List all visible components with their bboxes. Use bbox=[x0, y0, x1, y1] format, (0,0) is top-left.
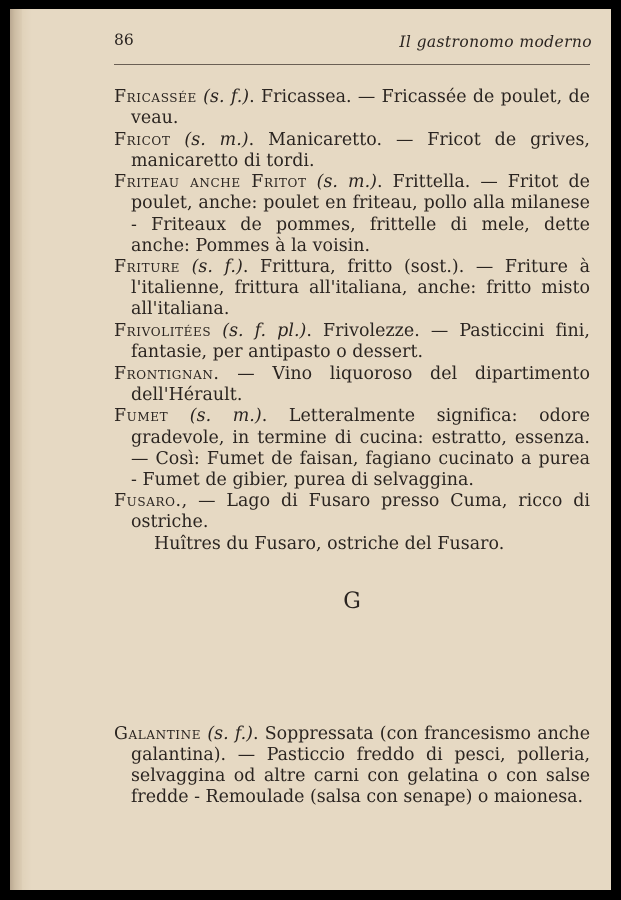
entry-frontignan bbox=[114, 364, 590, 406]
entry-fumet bbox=[114, 406, 590, 490]
headword: Fricot bbox=[114, 129, 171, 150]
entry-frivolitees bbox=[114, 321, 590, 363]
entry-continuation: Huîtres du Fusaro, ostriche del Fusaro. bbox=[154, 534, 505, 555]
definition: — Vino liquoroso del dipartimento dell'Hérault. bbox=[131, 363, 590, 405]
headword: Fumet bbox=[114, 406, 169, 427]
header-rule bbox=[114, 64, 590, 65]
grammar-note: (s. m.) bbox=[184, 129, 249, 150]
headword: Frontignan. bbox=[114, 363, 220, 384]
definition: . Frittella. — Fritot de poulet, anche: poulet en friteau, pollo alla milanese - Friteaux de pommes, frittelle di mele, dette anche: Pommes à la voisin. bbox=[131, 172, 591, 256]
entry-fricassee bbox=[114, 87, 590, 129]
definition: . Manicaretto. — Fricot de grives, manicaretto di tordi. bbox=[131, 129, 591, 171]
grammar-note: (s. f.) bbox=[191, 257, 243, 278]
running-title: Il gastronomo moderno bbox=[399, 33, 592, 51]
headword: Fusaro. bbox=[114, 491, 182, 512]
entry-friture bbox=[114, 257, 590, 320]
definition: , — Lago di Fusaro presso Cuma, ricco di ostriche. bbox=[131, 491, 590, 533]
headword: Friture bbox=[114, 257, 180, 278]
definition: . Fricassea. — Fricassée de poulet, de veau. bbox=[131, 87, 590, 129]
page-spine bbox=[10, 9, 22, 890]
grammar-note: (s. m.) bbox=[189, 406, 262, 427]
definition: . Letteralmente significa: odore gradevole, in termine di cucina: estratto, essenza. — Così: Fumet de faisan, fagiano cucinato a purea - Fumet de gibier, purea di selvaggina. bbox=[131, 406, 590, 490]
grammar-note: (s. f.) bbox=[207, 724, 253, 744]
page-header bbox=[114, 31, 596, 55]
headword: Fricassée bbox=[114, 87, 197, 107]
headword: Galantine bbox=[114, 724, 202, 744]
page-number: 86 bbox=[114, 31, 134, 49]
entry-fusaro bbox=[114, 491, 590, 533]
section-letter: G bbox=[343, 589, 361, 614]
headword: Frivolitées bbox=[114, 321, 212, 342]
entry-galantine bbox=[114, 724, 590, 808]
entry-friteau bbox=[114, 172, 590, 256]
grammar-note: (s. m.) bbox=[316, 172, 377, 193]
entry-fricot bbox=[114, 130, 590, 172]
definition: . Frittura, fritto (sost.). — Friture à l'italienne, frittura all'italiana, anche: fritto misto all'italiana. bbox=[131, 257, 590, 320]
grammar-note: (s. f.) bbox=[203, 87, 250, 107]
book-page bbox=[10, 9, 611, 890]
definition: . Soppressata (con francesismo anche galantina). — Pasticcio freddo di pesci, polleria, selvaggina od altre carni con gelatina o con salse fredde - Remoulade (salsa con senape) o maionesa. bbox=[131, 724, 590, 808]
dictionary-entries-g bbox=[114, 724, 590, 809]
definition: . Frivolezze. — Pasticcini fini, fantasie, per antipasto o dessert. bbox=[131, 321, 590, 363]
headword: Friteau anche Fritot bbox=[114, 172, 307, 193]
dictionary-entries-f bbox=[114, 87, 590, 556]
grammar-note: (s. f. pl.) bbox=[222, 321, 307, 342]
